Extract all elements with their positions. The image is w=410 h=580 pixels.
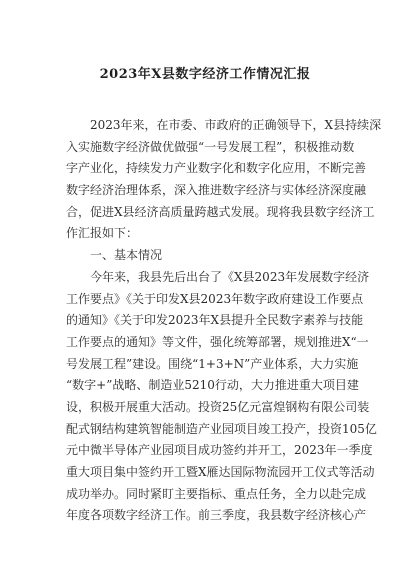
- paragraph-1-line-6: 作汇报如下：: [66, 226, 139, 241]
- paragraph-2-line-6: “数字+”战略、制造业5210行动，大力推进重大项目建: [66, 378, 359, 393]
- document-title: 2023年X县数字经济工作情况汇报: [99, 67, 311, 82]
- section-heading-basic-situation: 一、基本情况: [66, 248, 163, 263]
- paragraph-2-line-1: 今年来，我县先后出台了《X县2023年发展数字经济: [66, 269, 370, 284]
- paragraph-1-line-3: 字产业化，持续发力产业数字化和数字化应用，不断完善: [66, 161, 367, 176]
- paragraph-2-line-7: 设，积极开展重大活动。投资25亿元富煌钢构有限公司装: [66, 399, 370, 414]
- paragraph-2-line-12: 年度各项数字经济工作。前三季度，我县数字经济核心产: [66, 508, 367, 523]
- paragraph-1-line-4: 数字经济治理体系，深入推进数字经济与实体经济深度融: [66, 183, 367, 198]
- paragraph-2-line-9: 元中微半导体产业园项目成功签约并开工，2023年一季度: [66, 443, 373, 458]
- paragraph-2-line-11: 成功举办。同时紧盯主要指标、重点任务，全力以赴完成: [66, 486, 367, 501]
- paragraph-2-line-4: 工作要点的通知》等文件，强化统筹部署，规划推进X“一: [66, 334, 369, 349]
- paragraph-2-line-2: 工作要点》《关于印发X县2023年数字政府建设工作要点: [66, 291, 364, 306]
- paragraph-2-line-10: 重大项目集中签约开工暨X雁达国际物流园开工仪式等活动: [66, 465, 375, 479]
- paragraph-1-line-1: 2023年来，在市委、市政府的正确领导下，X县持续深: [66, 118, 382, 132]
- paragraph-2-line-3: 的通知》《关于印发2023年X县提升全民数字素养与技能: [66, 313, 364, 328]
- paragraph-2-line-5: 号发展工程”建设。围绕“1+3+N”产业体系，大力实施: [66, 356, 359, 371]
- document-body: [66, 115, 382, 527]
- paragraph-1-line-5: 合，促进X县经济高质量跨越式发展。现将我县数字经济工: [66, 204, 375, 219]
- paragraph-1-line-2: 入实施数字经济做优做强“一号发展工程”，积极推动数: [66, 139, 355, 154]
- paragraph-2-line-8: 配式钢结构建筑智能制造产业园项目竣工投产，投资105亿: [66, 421, 377, 436]
